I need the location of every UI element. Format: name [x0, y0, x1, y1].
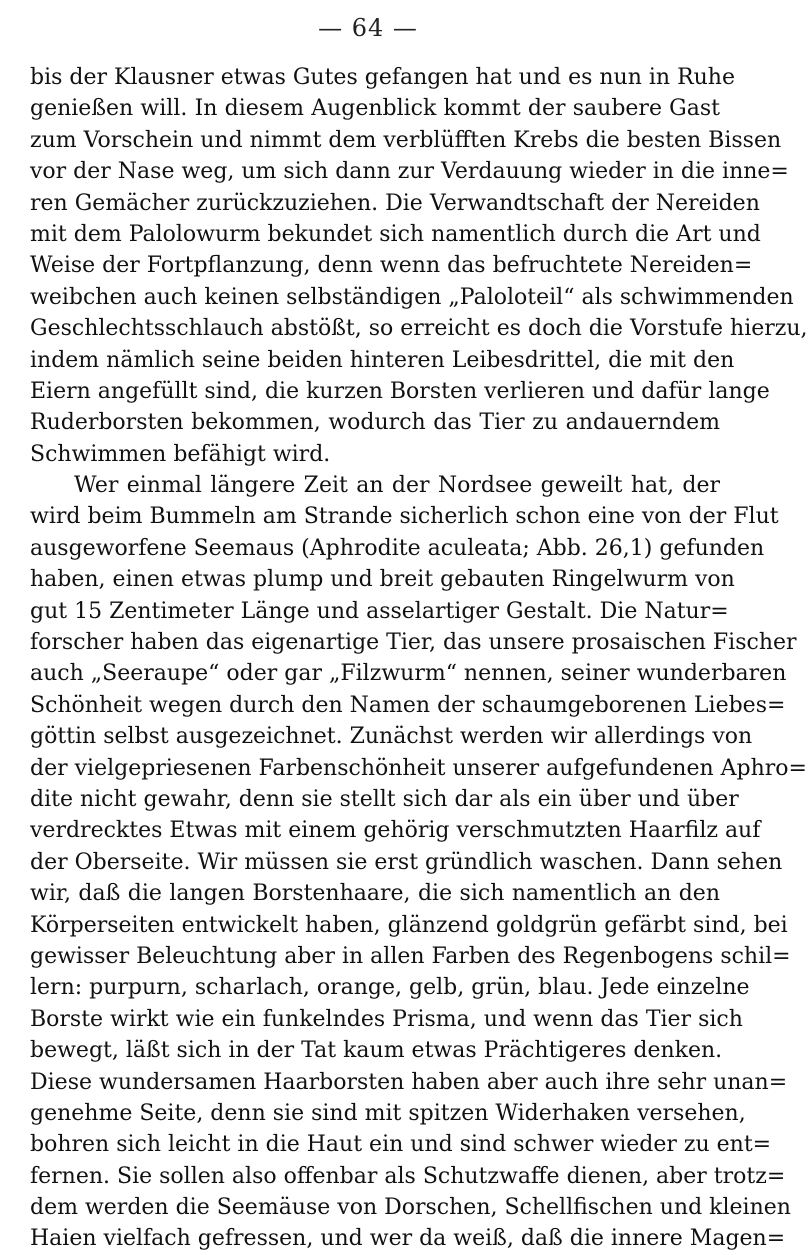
text-line: bewegt, läßt sich in der Tat kaum etwas Prächtigeres denken.: [30, 1038, 723, 1064]
text-line: lern: purpurn, scharlach, orange, gelb, grün, blau. Jede einzelne: [30, 975, 750, 1001]
text-line: gut 15 Zentimeter Länge und asselartiger Gestalt. Die Natur=: [30, 598, 729, 624]
text-line: gewisser Beleuchtung aber in allen Farben des Regenbogens schil=: [30, 943, 791, 969]
text-line: auch „Seeraupe“ oder gar „Filzwurm“ nennen, seiner wunderbaren: [30, 661, 787, 687]
text-line: Schwimmen befähigt wird.: [30, 441, 331, 467]
text-line: indem nämlich seine beiden hinteren Leibesdrittel, die mit den: [30, 347, 735, 373]
text-line: dem werden die Seemäuse von Dorschen, Schellfischen und kleinen: [30, 1195, 791, 1221]
text-line: wir, daß die langen Borstenhaare, die sich namentlich an den: [30, 881, 720, 907]
text-line: Borste wirkt wie ein funkelndes Prisma, und wenn das Tier sich: [30, 1006, 743, 1032]
text-line: Körperseiten entwickelt haben, glänzend goldgrün gefärbt sind, bei: [30, 912, 788, 938]
text-line: ausgeworfene Seemaus (Aphrodite aculeata; Abb. 26,1) gefunden: [30, 535, 765, 561]
text-line: bis der Klausner etwas Gutes gefangen hat und es nun in Ruhe: [30, 65, 735, 90]
text-line: fernen. Sie sollen also offenbar als Schutzwaffe dienen, aber trotz=: [30, 1163, 786, 1189]
text-line: dite nicht gewahr, denn sie stellt sich dar als ein über und über: [30, 786, 739, 812]
text-line: Geschlechtsschlauch abstößt, so erreicht es doch die Vorstufe hierzu,: [30, 316, 808, 342]
text-line: vor der Nase weg, um sich dann zur Verdauung wieder in die inne=: [30, 159, 789, 185]
paragraph: [30, 470, 807, 1255]
text-line: der Oberseite. Wir müssen sie erst gründlich waschen. Dann sehen: [30, 849, 783, 875]
text-line: verdrecktes Etwas mit einem gehörig verschmutzten Haarfilz auf: [30, 818, 761, 844]
text-line: bohren sich leicht in die Haut ein und sind schwer wieder zu ent=: [30, 1132, 772, 1158]
paragraph: [30, 62, 808, 470]
page-number: — 64 —: [318, 14, 418, 42]
text-line: Diese wundersamen Haarborsten haben aber auch ihre sehr unan=: [30, 1069, 788, 1095]
body-text: [30, 62, 808, 1255]
text-line: Wer einmal längere Zeit an der Nordsee geweilt hat, der: [74, 473, 720, 499]
text-line: göttin selbst ausgezeichnet. Zunächst werden wir allerdings von: [30, 724, 753, 750]
text-line: Schönheit wegen durch den Namen der schaumgeborenen Liebes=: [30, 692, 786, 718]
text-line: forscher haben das eigenartige Tier, das unsere prosaischen Fischer: [30, 630, 797, 656]
text-line: der vielgepriesenen Farbenschönheit unserer aufgefundenen Aphro=: [30, 755, 807, 781]
text-line: weibchen auch keinen selbständigen „Paloloteil“ als schwimmenden: [30, 284, 794, 310]
text-line: Ruderborsten bekommen, wodurch das Tier zu andauerndem: [30, 410, 720, 436]
text-line: ren Gemächer zurückzuziehen. Die Verwandtschaft der Nereiden: [30, 190, 760, 216]
text-line: Haien vielfach gefressen, und wer da weiß, daß die innere Magen=: [30, 1226, 786, 1252]
text-line: mit dem Palolowurm bekundet sich namentlich durch die Art und: [30, 221, 761, 247]
text-line: Weise der Fortpflanzung, denn wenn das befruchtete Nereiden=: [30, 253, 753, 279]
text-line: genießen will. In diesem Augenblick kommt der saubere Gast: [30, 96, 720, 122]
text-line: Eiern angefüllt sind, die kurzen Borsten verlieren und dafür lange: [30, 378, 770, 404]
text-line: wird beim Bummeln am Strande sicherlich schon eine von der Flut: [30, 504, 779, 530]
text-line: zum Vorschein und nimmt dem verblüfften Krebs die besten Bissen: [30, 127, 782, 153]
text-line: haben, einen etwas plump und breit gebauten Ringelwurm von: [30, 567, 735, 593]
text-line: genehme Seite, denn sie sind mit spitzen Widerhaken versehen,: [30, 1100, 746, 1126]
